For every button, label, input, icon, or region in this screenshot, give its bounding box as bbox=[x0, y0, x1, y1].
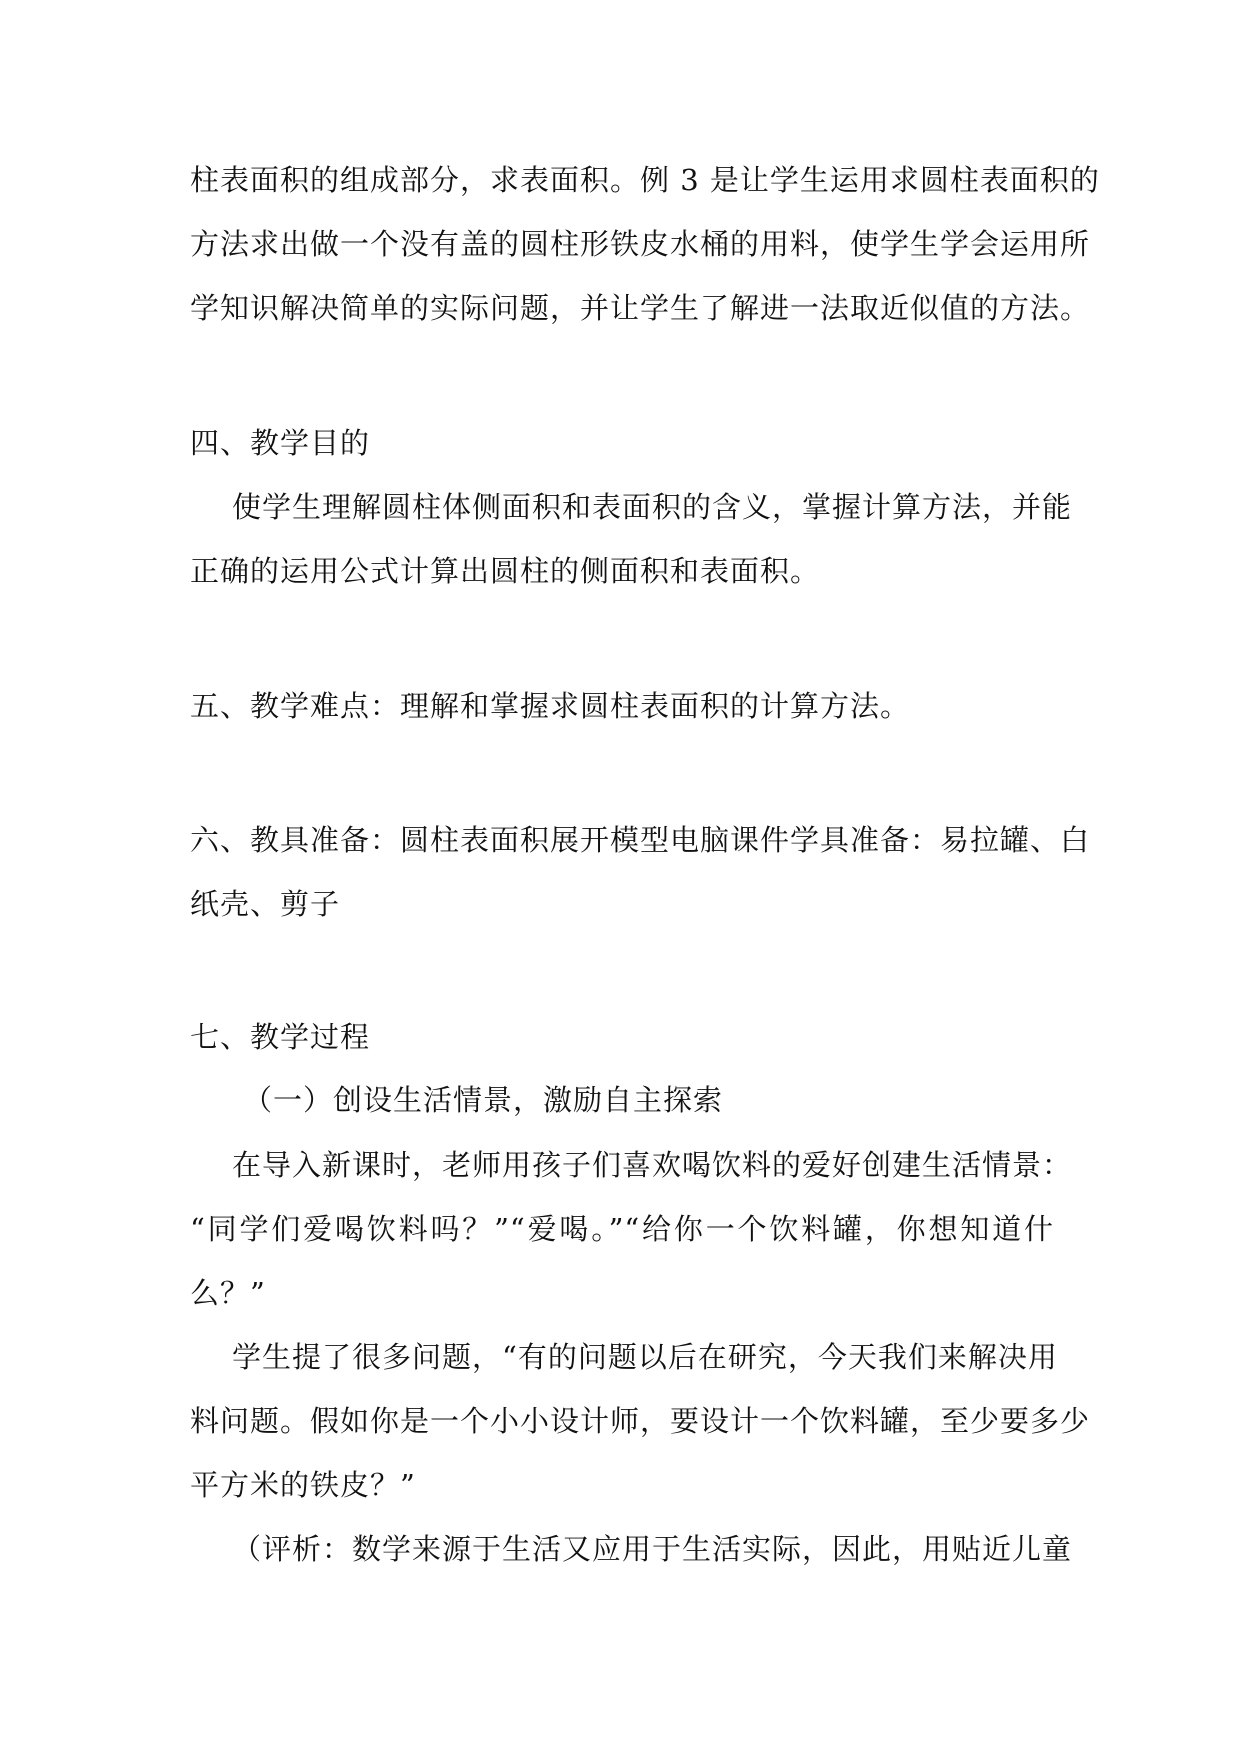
text-line-materials-2: 纸壳、剪子 bbox=[190, 887, 341, 921]
text-line-process-2: “同学们爱喝饮料吗？”“爱喝。”“给你一个饮料罐，你想知道什 bbox=[190, 1212, 1054, 1246]
text-line-objectives-2: 正确的运用公式计算出圆柱的侧面积和表面积。 bbox=[190, 554, 821, 588]
text-line-1: 柱表面积的组成部分，求表面积。例 3 是让学生运用求圆柱表面积的 bbox=[190, 163, 1100, 197]
text-line-2: 方法求出做一个没有盖的圆柱形铁皮水桶的用料，使学生学会运用所 bbox=[190, 227, 1091, 261]
text-line-process-6: 平方米的铁皮？” bbox=[190, 1468, 416, 1502]
text-line-process-5: 料问题。假如你是一个小小设计师，要设计一个饮料罐，至少要多少 bbox=[190, 1404, 1091, 1438]
text-line-process-1: 在导入新课时，老师用孩子们喜欢喝饮料的爱好创建生活情景： bbox=[232, 1148, 1073, 1182]
section-heading-difficulty: 五、教学难点：理解和掌握求圆柱表面积的计算方法。 bbox=[190, 689, 911, 723]
text-line-commentary: （评析：数学来源于生活又应用于生活实际，因此，用贴近儿童 bbox=[232, 1532, 1073, 1566]
section-heading-materials: 六、教具准备：圆柱表面积展开模型电脑课件学具准备：易拉罐、白 bbox=[190, 823, 1091, 857]
text-line-process-3: 么？” bbox=[190, 1276, 266, 1310]
subheading-scenario: （一）创设生活情景，激励自主探索 bbox=[243, 1083, 724, 1117]
text-line-process-4: 学生提了很多问题，“有的问题以后在研究，今天我们来解决用 bbox=[232, 1340, 1058, 1374]
section-heading-objectives: 四、教学目的 bbox=[190, 426, 371, 460]
section-heading-process: 七、教学过程 bbox=[190, 1020, 371, 1054]
text-line-3: 学知识解决简单的实际问题，并让学生了解进一法取近似值的方法。 bbox=[190, 291, 1091, 325]
text-line-objectives-1: 使学生理解圆柱体侧面积和表面积的含义，掌握计算方法，并能 bbox=[232, 490, 1073, 524]
